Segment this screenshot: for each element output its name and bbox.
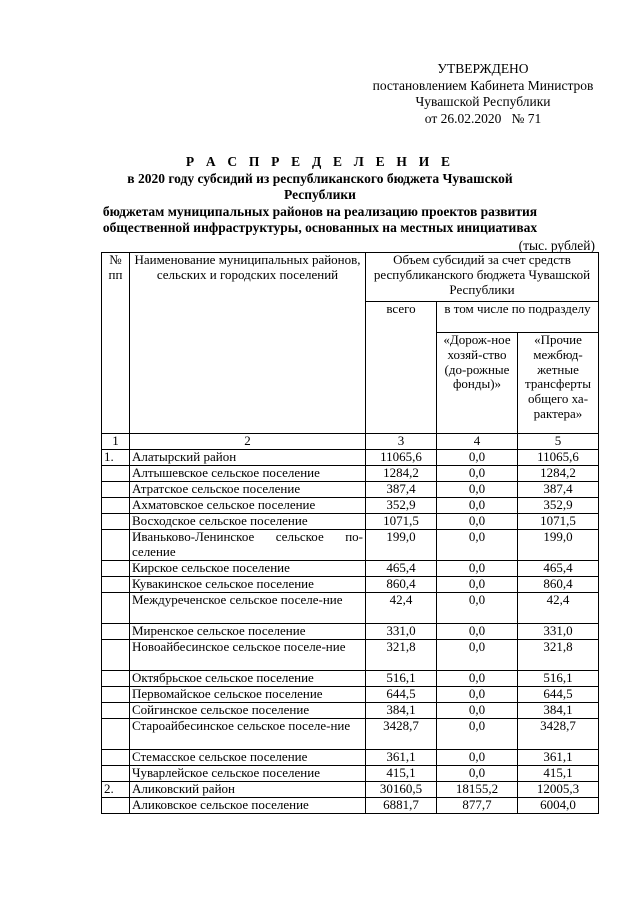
- row-total: 387,4: [366, 482, 437, 498]
- row-roads: 0,0: [437, 640, 518, 671]
- row-number: [102, 482, 130, 498]
- approval-decree: постановлением Кабинета Министров: [372, 77, 594, 93]
- row-name: Миренское сельское поселение: [130, 624, 366, 640]
- row-total: 384,1: [366, 703, 437, 719]
- row-name: Сойгинское сельское поселение: [130, 703, 366, 719]
- row-number: [102, 798, 130, 814]
- header-total: всего: [366, 302, 437, 434]
- header-including: в том числе по подразделу: [437, 302, 599, 333]
- row-number: [102, 750, 130, 766]
- row-roads: 0,0: [437, 577, 518, 593]
- row-name: Междуреченское сельское поселе-ние: [130, 593, 366, 624]
- row-total: 199,0: [366, 530, 437, 561]
- row-roads: 0,0: [437, 482, 518, 498]
- row-other: 860,4: [518, 577, 599, 593]
- row-total: 1071,5: [366, 514, 437, 530]
- row-other: 3428,7: [518, 719, 599, 750]
- row-number: [102, 671, 130, 687]
- approval-republic: Чувашской Республики: [415, 94, 551, 109]
- row-name: Атратское сельское поселение: [130, 482, 366, 498]
- table-row: [102, 624, 599, 640]
- row-roads: 0,0: [437, 450, 518, 466]
- row-total: 42,4: [366, 593, 437, 624]
- row-number: [102, 466, 130, 482]
- row-total: 644,5: [366, 687, 437, 703]
- table-row: [102, 750, 599, 766]
- row-total: 415,1: [366, 766, 437, 782]
- row-other: 12005,3: [518, 782, 599, 798]
- subsidy-table: [101, 252, 599, 814]
- row-roads: 0,0: [437, 514, 518, 530]
- approval-date-number: от 26.02.2020 № 71: [424, 110, 542, 126]
- table-row: [102, 719, 599, 750]
- header-volume: Объем субсидий за счет средств республиканского бюджета Чувашской Республики: [366, 253, 599, 302]
- row-number: [102, 593, 130, 624]
- row-name: Ахматовское сельское поселение: [130, 498, 366, 514]
- row-roads: 0,0: [437, 766, 518, 782]
- row-number: [102, 766, 130, 782]
- row-other: 415,1: [518, 766, 599, 782]
- row-number: [102, 530, 130, 561]
- row-name: Первомайское сельское поселение: [130, 687, 366, 703]
- row-number: [102, 640, 130, 671]
- row-total: 11065,6: [366, 450, 437, 466]
- row-total: 352,9: [366, 498, 437, 514]
- row-other: 321,8: [518, 640, 599, 671]
- row-name: Чуварлейское сельское поселение: [130, 766, 366, 782]
- row-total: 6881,7: [366, 798, 437, 814]
- col-number-4: 4: [437, 434, 518, 450]
- table-row: [102, 530, 599, 561]
- row-name: Алтышевское сельское поселение: [130, 466, 366, 482]
- row-name: Новоайбесинское сельское поселе-ние: [130, 640, 366, 671]
- row-name: Иваньково-Ленинское сельское по-селение: [130, 530, 366, 561]
- row-name: Алатырский район: [130, 450, 366, 466]
- header-roads: «Дорож-ное хозяй-ство (до-рожные фонды)»: [437, 333, 518, 434]
- header-name: Наименование муниципальных районов, сельских и городских поселений: [130, 253, 366, 434]
- row-number: [102, 514, 130, 530]
- row-total: 3428,7: [366, 719, 437, 750]
- row-roads: 0,0: [437, 561, 518, 577]
- table-row: [102, 687, 599, 703]
- row-roads: 0,0: [437, 624, 518, 640]
- row-total: 361,1: [366, 750, 437, 766]
- row-total: 1284,2: [366, 466, 437, 482]
- row-name: Аликовский район: [130, 782, 366, 798]
- column-number-row: [102, 434, 599, 450]
- row-roads: 18155,2: [437, 782, 518, 798]
- row-other: 1284,2: [518, 466, 599, 482]
- row-number: [102, 703, 130, 719]
- row-number: [102, 687, 130, 703]
- row-name: Аликовское сельское поселение: [130, 798, 366, 814]
- row-total: 860,4: [366, 577, 437, 593]
- row-total: 331,0: [366, 624, 437, 640]
- title-heading: Р А С П Р Е Д Е Л Е Н И Е: [185, 154, 455, 169]
- row-roads: 0,0: [437, 719, 518, 750]
- row-number: [102, 561, 130, 577]
- row-other: 516,1: [518, 671, 599, 687]
- row-number: [102, 624, 130, 640]
- header-row-1: [102, 253, 599, 302]
- row-roads: 0,0: [437, 593, 518, 624]
- row-other: 644,5: [518, 687, 599, 703]
- table-row: [102, 498, 599, 514]
- row-total: 321,8: [366, 640, 437, 671]
- row-other: 384,1: [518, 703, 599, 719]
- row-other: 331,0: [518, 624, 599, 640]
- row-number: [102, 498, 130, 514]
- row-other: 42,4: [518, 593, 599, 624]
- col-number-1: 1: [102, 434, 130, 450]
- row-roads: 0,0: [437, 671, 518, 687]
- approval-heading: УТВЕРЖДЕНО: [437, 61, 529, 76]
- table-row: [102, 703, 599, 719]
- row-other: 387,4: [518, 482, 599, 498]
- row-roads: 0,0: [437, 750, 518, 766]
- col-number-3: 3: [366, 434, 437, 450]
- table-row: [102, 514, 599, 530]
- table-row: [102, 640, 599, 671]
- table-row: [102, 798, 599, 814]
- units-label: (тыс. рублей): [518, 238, 595, 253]
- table-row: [102, 782, 599, 798]
- row-name: Октябрьское сельское поселение: [130, 671, 366, 687]
- row-other: 6004,0: [518, 798, 599, 814]
- header-num: № пп: [102, 253, 130, 434]
- table-row: [102, 577, 599, 593]
- row-name: Кувакинское сельское поселение: [130, 577, 366, 593]
- row-number: 1.: [102, 450, 130, 466]
- row-other: 361,1: [518, 750, 599, 766]
- header-other: «Прочие межбюд-жетные трансферты общего ха-рактера»: [518, 333, 599, 434]
- approval-stamp: [356, 61, 610, 127]
- row-total: 30160,5: [366, 782, 437, 798]
- row-name: Стемасское сельское поселение: [130, 750, 366, 766]
- document-title: [95, 154, 545, 237]
- table-row: [102, 482, 599, 498]
- row-number: [102, 577, 130, 593]
- table-row: [102, 671, 599, 687]
- title-line-4: общественной инфраструктуры, основанных на местных инициативах: [102, 220, 538, 235]
- row-roads: 0,0: [437, 466, 518, 482]
- row-other: 11065,6: [518, 450, 599, 466]
- col-number-2: 2: [130, 434, 366, 450]
- table-row: [102, 766, 599, 782]
- table-row: [102, 466, 599, 482]
- col-number-5: 5: [518, 434, 599, 450]
- row-total: 516,1: [366, 671, 437, 687]
- row-roads: 877,7: [437, 798, 518, 814]
- row-name: Староайбесинское сельское поселе-ние: [130, 719, 366, 750]
- row-roads: 0,0: [437, 498, 518, 514]
- row-other: 352,9: [518, 498, 599, 514]
- row-number: 2.: [102, 782, 130, 798]
- row-total: 465,4: [366, 561, 437, 577]
- table-row: [102, 450, 599, 466]
- row-other: 465,4: [518, 561, 599, 577]
- row-other: 1071,5: [518, 514, 599, 530]
- table-row: [102, 593, 599, 624]
- row-other: 199,0: [518, 530, 599, 561]
- table-row: [102, 561, 599, 577]
- title-line-2: в 2020 году субсидий из республиканского бюджета Чувашской Республики: [127, 170, 513, 202]
- row-roads: 0,0: [437, 703, 518, 719]
- title-line-3: бюджетам муниципальных районов на реализацию проектов развития: [102, 203, 538, 219]
- row-roads: 0,0: [437, 530, 518, 561]
- row-name: Восходское сельское поселение: [130, 514, 366, 530]
- row-name: Кирское сельское поселение: [130, 561, 366, 577]
- row-number: [102, 719, 130, 750]
- row-roads: 0,0: [437, 687, 518, 703]
